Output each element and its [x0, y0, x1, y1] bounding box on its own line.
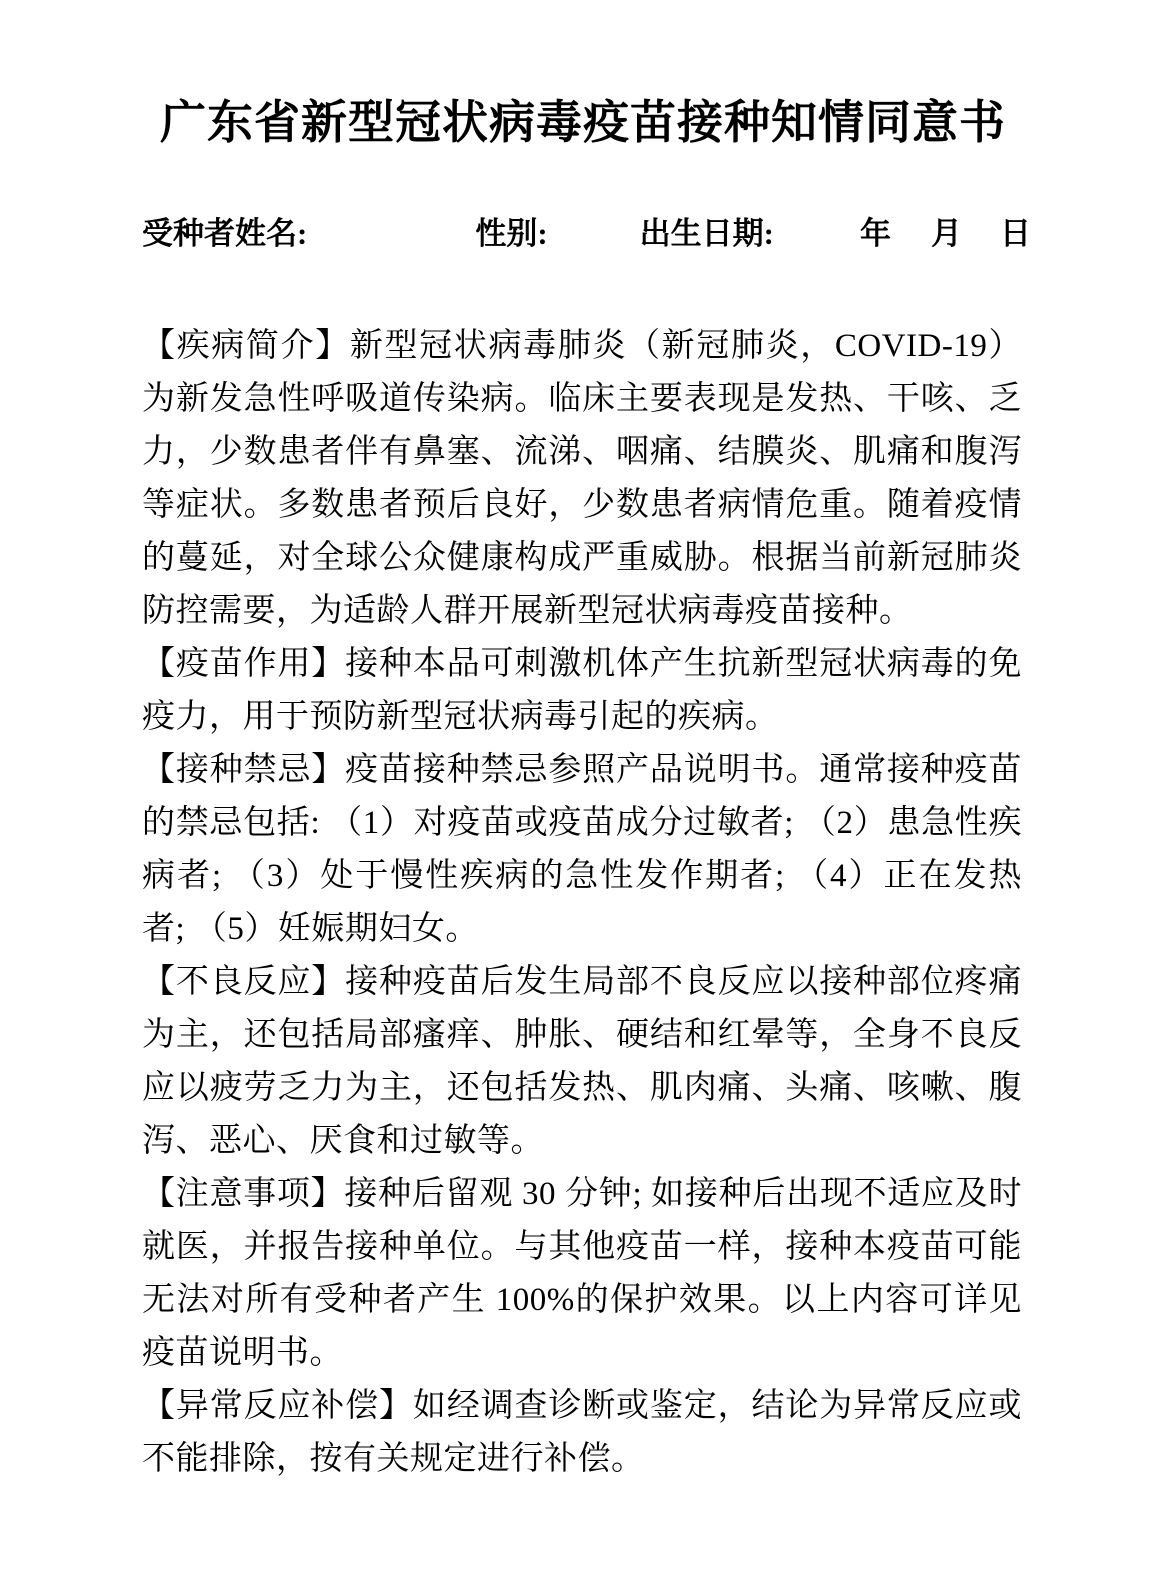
section-heading: 【异常反应补偿】: [142, 1388, 413, 1424]
section-text: 接种后留观 30 分钟; 如接种后出现不适应及时就医，并报告接种单位。与其他疫苗一样，接种本疫苗可能无法对所有受种者产生 100%的保护效果。以上内容可详见疫苗说明书。: [142, 1176, 1023, 1371]
section-heading: 【疾病简介】: [142, 328, 350, 364]
section-vaccine-effect: [142, 638, 1022, 744]
section-heading: 【注意事项】: [142, 1176, 345, 1212]
recipient-info-line: [0, 212, 1166, 256]
birth-date-label: 出生日期:: [639, 216, 774, 251]
section-adverse-reactions: [142, 956, 1022, 1168]
section-precautions: [142, 1168, 1022, 1380]
section-disease-intro: [142, 320, 1022, 638]
document-title: 广东省新型冠状病毒疫苗接种知情同意书: [160, 97, 1006, 148]
section-text: 接种疫苗后发生局部不良反应以接种部位疼痛为主，还包括局部瘙痒、肿胀、硬结和红晕等，全身不良反应以疲劳乏力为主，还包括发热、肌肉痛、头痛、咳嗽、腹泻、恶心、厌食和过敏等。: [142, 964, 1023, 1159]
section-heading: 【不良反应】: [142, 964, 346, 1000]
section-text: 如经调查诊断或鉴定，结论为异常反应或不能排除，按有关规定进行补偿。: [142, 1388, 1023, 1477]
document-body: [0, 320, 1166, 1486]
section-compensation: [142, 1380, 1022, 1486]
section-text: 疫苗接种禁忌参照产品说明书。通常接种疫苗的禁忌包括: （1）对疫苗或疫苗成分过敏者; （2）患急性疾病者; （3）处于慢性疾病的急性发作期者; （4）正在发热者; （5）妊娠期妇女。: [142, 752, 1023, 947]
section-text: 新型冠状病毒肺炎（新冠肺炎，COVID-19）为新发急性呼吸道传染病。临床主要表现是发热、干咳、乏力，少数患者伴有鼻塞、流涕、咽痛、结膜炎、肌痛和腹泻等症状。多数患者预后良好，少数患者病情危重。随着疫情的蔓延，对全球公众健康构成严重威胁。根据当前新冠肺炎防控需要，为适龄人群开展新型冠状病毒疫苗接种。: [142, 328, 1023, 629]
day-label: 日: [999, 216, 1031, 251]
section-heading: 【疫苗作用】: [142, 646, 346, 682]
recipient-name-label: 受种者姓名:: [142, 216, 308, 251]
gender-label: 性别:: [475, 216, 548, 251]
section-text: 接种本品可刺激机体产生抗新型冠状病毒的免疫力，用于预防新型冠状病毒引起的疾病。: [142, 646, 1023, 735]
section-heading: 【接种禁忌】: [142, 752, 346, 788]
year-label: 年: [859, 216, 891, 251]
section-contraindications: [142, 744, 1022, 956]
month-label: 月: [930, 216, 962, 251]
